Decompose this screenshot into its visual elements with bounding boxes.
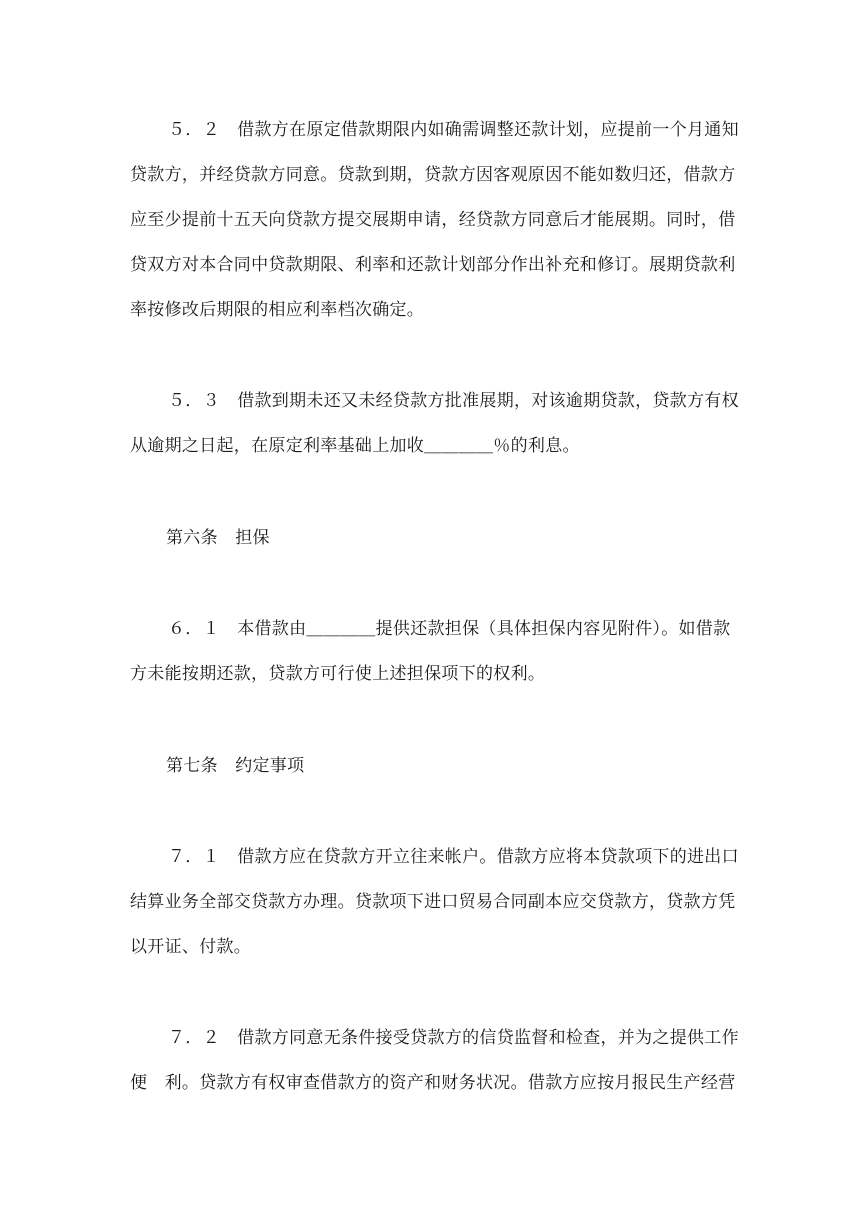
paragraph-5-3-line-1: ５．３ 借款到期未还又未经贷款方批准展期，对该逾期贷款，贷款方有权 (168, 391, 739, 411)
article-6-heading: 第六条 担保 (166, 528, 270, 548)
paragraph-5-2-line-4: 贷双方对本合同中贷款期限、利率和还款计划部分作出补充和修订。展期贷款利 (130, 255, 736, 275)
paragraph-7-1-line-2: 结算业务全部交贷款方办理。贷款项下进口贸易合同副本应交贷款方，贷款方凭 (130, 892, 736, 912)
paragraph-7-2-line-2: 便 利。贷款方有权审查借款方的资产和财务状况。借款方应按月报民生产经营 (130, 1073, 736, 1093)
paragraph-6-1-line-2: 方未能按期还款，贷款方可行使上述担保项下的权利。 (130, 664, 546, 684)
article-7-heading: 第七条 约定事项 (166, 756, 305, 776)
paragraph-7-1-line-3: 以开证、付款。 (130, 937, 252, 957)
paragraph-7-2-line-1: ７．２ 借款方同意无条件接受贷款方的信贷监督和检查，并为之提供工作 (168, 1028, 739, 1048)
paragraph-5-2-line-3: 应至少提前十五天向贷款方提交展期申请，经贷款方同意后才能展期。同时，借 (130, 210, 736, 230)
paragraph-5-2-line-5: 率按修改后期限的相应利率档次确定。 (130, 300, 425, 320)
paragraph-6-1-line-1: ６．１ 本借款由＿＿＿＿提供还款担保（具体担保内容见附件）。如借款 (168, 619, 731, 639)
paragraph-5-3-line-2: 从逾期之日起，在原定利率基础上加收＿＿＿＿％的利息。 (130, 436, 580, 456)
paragraph-5-2-line-1: ５．２ 借款方在原定借款期限内如确需调整还款计划，应提前一个月通知 (168, 120, 739, 140)
paragraph-7-1-line-1: ７．１ 借款方应在贷款方开立往来帐户。借款方应将本贷款项下的进出口 (168, 847, 739, 867)
paragraph-5-2-line-2: 贷款方，并经贷款方同意。贷款到期，贷款方因客观原因不能如数归还，借款方 (130, 165, 736, 185)
